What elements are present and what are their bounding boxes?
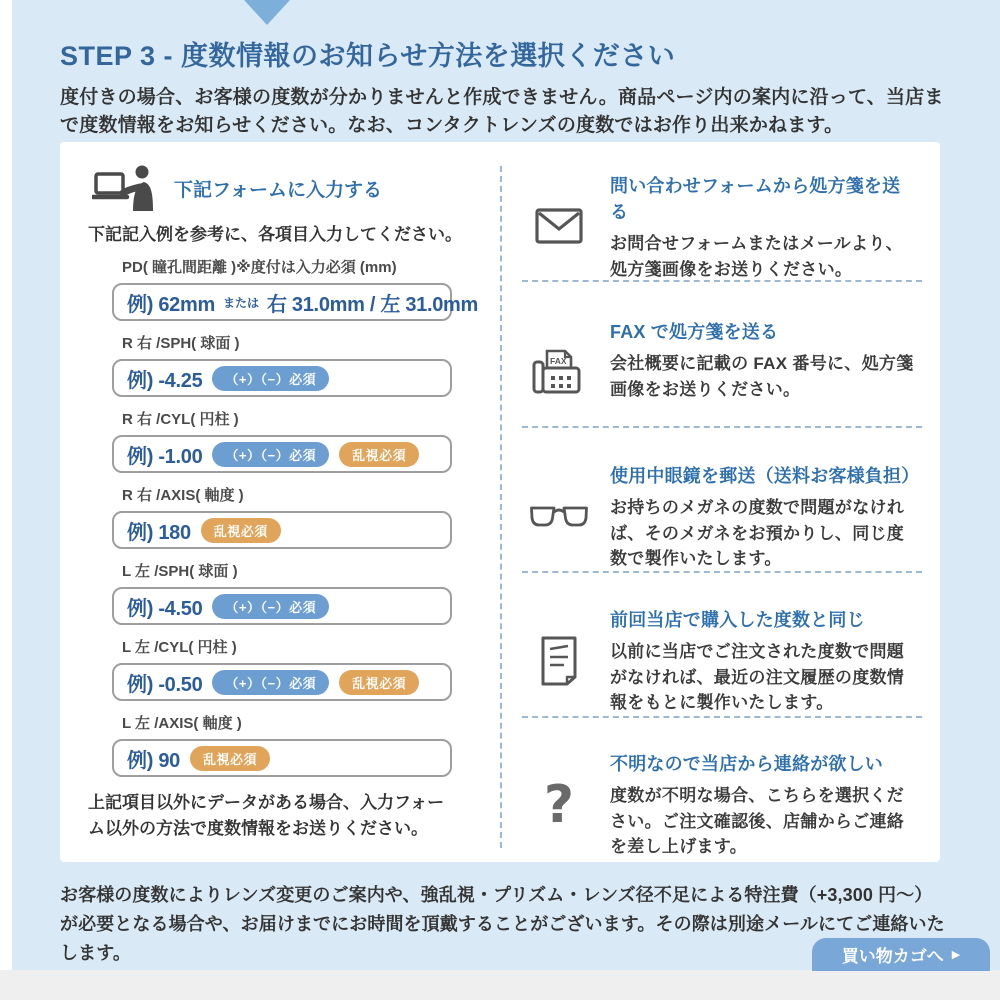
option-item	[522, 318, 922, 428]
field-example-box	[112, 511, 452, 549]
option-body: 以前に当店でご注文された度数で問題がなければ、最近の注文履歴の度数情報をもとに製作いたします。	[610, 642, 905, 712]
option-body: お問合せフォームまたはメールより、処方箋画像をお送りください。	[610, 234, 903, 279]
field-example-connector: または	[222, 295, 259, 310]
option-title: FAX で処方箋を送る	[610, 322, 779, 342]
column-divider	[500, 166, 502, 848]
field-example-box	[112, 359, 452, 397]
field-label: L 左 /SPH( 球面 )	[122, 563, 238, 580]
content-card	[60, 142, 940, 862]
option-text	[610, 750, 916, 860]
page-left-margin	[0, 0, 12, 970]
envelope-icon	[522, 208, 596, 244]
astigmatism-required-badge: 乱視必須	[339, 442, 419, 467]
fax-icon	[522, 348, 596, 396]
options-column	[522, 142, 922, 862]
option-item	[522, 172, 922, 282]
field-label: R 右 /SPH( 球面 )	[122, 335, 240, 352]
option-body: 会社概要に記載の FAX 番号に、処方箋画像をお送りください。	[610, 354, 914, 399]
option-text	[610, 318, 916, 402]
plus-minus-required-badge: （+）（−）必須	[212, 366, 329, 391]
bottom-strip	[0, 970, 1000, 1000]
field-example-box	[112, 283, 479, 321]
plus-minus-required-badge: （+）（−）必須	[212, 594, 329, 619]
field-label: L 左 /CYL( 円柱 )	[122, 639, 237, 656]
form-note: 上記項目以外にデータがある場合、入力フォーム以外の方法で度数情報をお送りください。	[88, 793, 445, 839]
field-example-value: 例) 180	[127, 521, 191, 544]
option-item	[522, 606, 922, 718]
scroll-down-arrow-icon	[244, 0, 290, 25]
svg-text:FAX: FAX	[550, 356, 567, 366]
form-column-header	[92, 164, 382, 212]
option-body: お持ちのメガネの度数で問題がなければ、そのメガネをお預かりし、同じ度数で製作いたします。	[610, 498, 905, 568]
option-body: 度数が不明な場合、こちらを選択ください。ご注文確認後、店舗からご連絡を差し上げます。	[610, 786, 905, 856]
field-example-box	[112, 663, 452, 701]
field-example-value: 例) -4.25	[127, 369, 203, 392]
astigmatism-required-badge: 乱視必須	[201, 518, 281, 543]
option-text	[610, 606, 916, 716]
go-to-cart-button[interactable]	[812, 938, 990, 971]
option-title: 使用中眼鏡を郵送（送料お客様負担）	[610, 466, 920, 486]
option-title: 問い合わせフォームから処方箋を送る	[610, 176, 901, 222]
field-example-value: 例) 62mm	[127, 293, 215, 316]
option-item	[522, 750, 922, 860]
field-label: R 右 /AXIS( 軸度 )	[122, 487, 244, 504]
plus-minus-required-badge: （+）（−）必須	[212, 670, 329, 695]
option-text	[610, 172, 916, 282]
footer-note: お客様の度数によりレンズ変更のご案内や、強乱視・プリズム・レンズ径不足による特注費（+3,300 円〜）が必要となる場合や、お届けまでにお時間を頂戴することがございます。その際は別途メールにてご連絡いたします。	[60, 885, 945, 963]
option-title: 不明なので当店から連絡が欲しい	[610, 754, 883, 774]
page-title: STEP 3 - 度数情報のお知らせ方法を選択ください	[60, 41, 676, 71]
astigmatism-required-badge: 乱視必須	[190, 746, 270, 771]
form-subheading: 下記記入例を参考に、各項目入力してください。	[88, 225, 462, 244]
plus-minus-required-badge: （+）（−）必須	[212, 442, 329, 467]
field-label: R 右 /CYL( 円柱 )	[122, 411, 239, 428]
option-item	[522, 462, 922, 573]
field-example-value: 例) -4.50	[127, 597, 203, 620]
form-heading: 下記フォームに入力する	[174, 179, 383, 201]
cart-button-label: 買い物カゴへ	[841, 947, 944, 966]
option-text	[610, 462, 920, 572]
field-example-box	[112, 587, 452, 625]
astigmatism-required-badge: 乱視必須	[339, 670, 419, 695]
option-title: 前回当店で購入した度数と同じ	[610, 610, 865, 630]
person-at-laptop-icon	[92, 164, 158, 212]
field-example-value: 例) -0.50	[127, 673, 203, 696]
field-example-value: 例) -1.00	[127, 445, 203, 468]
field-label: L 左 /AXIS( 軸度 )	[122, 715, 242, 732]
glasses-icon	[522, 504, 596, 530]
field-label: PD( 瞳孔間距離 )※度付は入力必須 (mm)	[122, 259, 397, 276]
form-fields	[112, 258, 479, 777]
field-example-value: 例) 90	[127, 749, 180, 772]
intro-text: 度付きの場合、お客様の度数が分かりませんと作成できません。商品ページ内の案内に沿って、当店まで度数情報をお知らせください。なお、コンタクトレンズの度数ではお作り出来かねます。	[60, 87, 944, 136]
field-example-value-2: 右 31.0mm / 左 31.0mm	[266, 293, 479, 316]
document-icon	[522, 636, 596, 686]
question-icon: ?	[543, 774, 575, 835]
field-example-box	[112, 739, 452, 777]
arrow-right-icon: ▶	[951, 949, 961, 961]
field-example-box	[112, 435, 452, 473]
